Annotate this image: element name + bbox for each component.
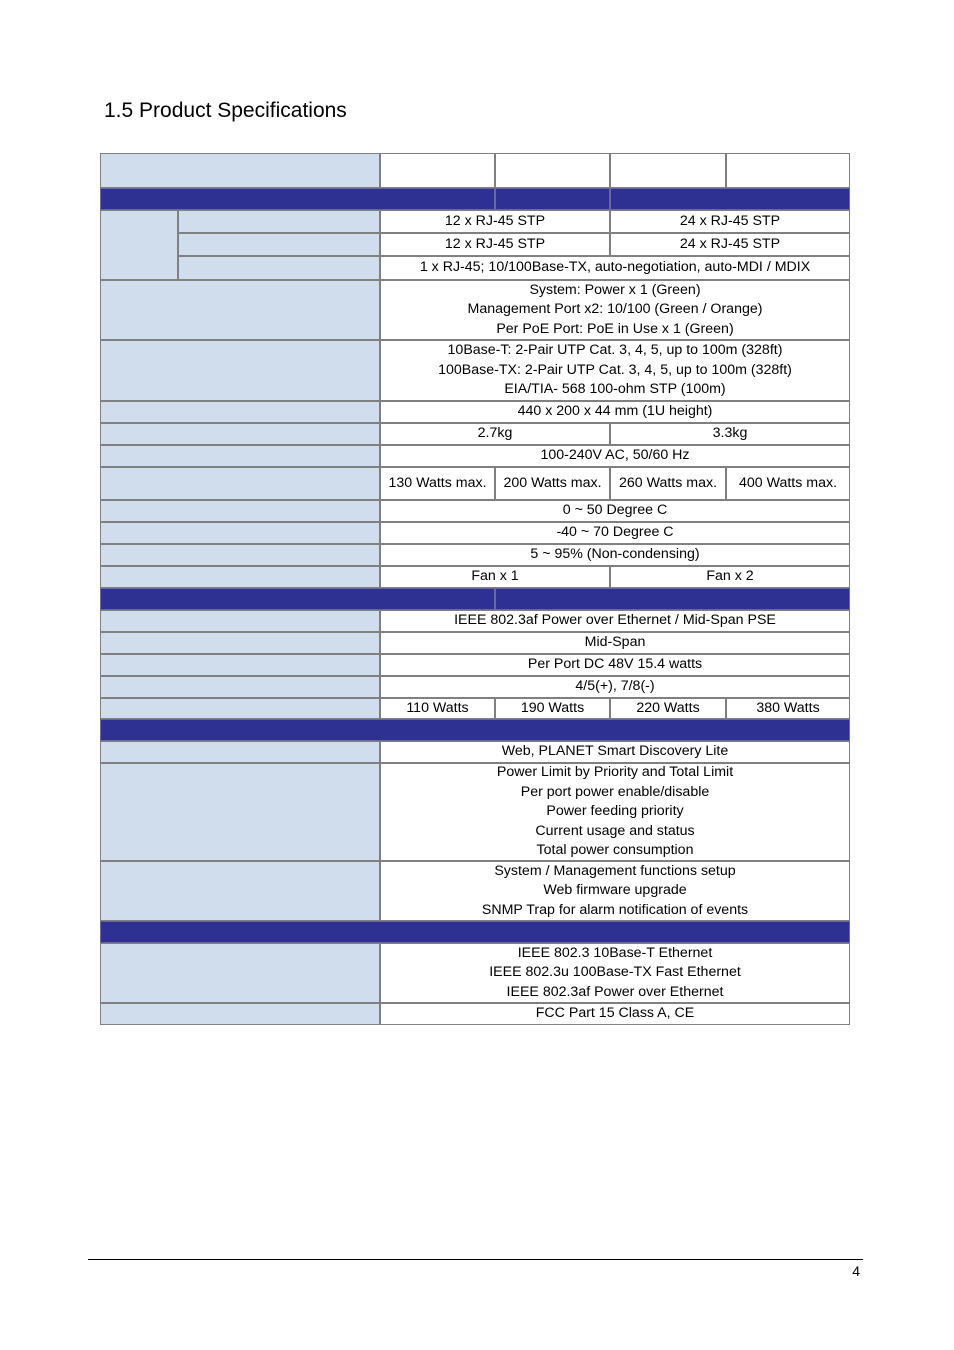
section-header-bar	[495, 188, 610, 210]
spec-value-cell: Fan x 2	[610, 566, 850, 588]
spec-value-line: IEEE 802.3u 100Base-TX Fast Ethernet	[489, 964, 741, 981]
spec-label-cell	[178, 233, 380, 256]
spec-label-cell	[100, 763, 380, 861]
spec-value-cell: 2.7kg	[380, 423, 610, 445]
spec-value-line: 10Base-T: 2-Pair UTP Cat. 3, 4, 5, up to 100m (328ft)	[447, 342, 783, 359]
spec-value-cell: 24 x RJ-45 STP	[610, 210, 850, 233]
section-header-bar	[100, 719, 850, 741]
spec-value-line: Power feeding priority	[546, 803, 684, 820]
spec-value-cell: 4/5(+), 7/8(-)	[380, 676, 850, 698]
spec-value-cell	[380, 340, 850, 401]
section-header-bar	[495, 588, 850, 610]
section-header-bar	[100, 188, 495, 210]
spec-value-cell	[495, 153, 610, 188]
spec-label-cell	[100, 544, 380, 566]
spec-label-cell	[100, 423, 380, 445]
spec-label-cell	[100, 566, 380, 588]
spec-value-cell: 260 Watts max.	[610, 467, 726, 500]
spec-value-line: System / Management functions setup	[494, 862, 736, 879]
spec-label-cell	[178, 210, 380, 233]
spec-value-line: IEEE 802.3 10Base-T Ethernet	[517, 944, 713, 961]
spec-value-cell: 440 x 200 x 44 mm (1U height)	[380, 401, 850, 423]
spec-value-cell	[380, 763, 850, 861]
page-title: 1.5 Product Specifications	[104, 99, 347, 122]
section-header-bar	[100, 921, 850, 943]
spec-value-cell: 130 Watts max.	[380, 467, 495, 500]
spec-label-cell	[100, 861, 380, 921]
spec-value-cell: 12 x RJ-45 STP	[380, 233, 610, 256]
spec-label-cell	[100, 210, 178, 280]
spec-label-cell	[100, 676, 380, 698]
spec-value-cell: 200 Watts max.	[495, 467, 610, 500]
spec-value-cell: Mid-Span	[380, 632, 850, 654]
spec-label-cell	[100, 522, 380, 544]
spec-label-cell	[100, 741, 380, 763]
spec-value-line: IEEE 802.3af Power over Ethernet	[506, 983, 724, 1000]
spec-value-cell: 1 x RJ-45; 10/100Base-TX, auto-negotiation, auto-MDI / MDIX	[380, 256, 850, 280]
spec-value-cell: Per Port DC 48V 15.4 watts	[380, 654, 850, 676]
spec-value-cell	[610, 153, 726, 188]
spec-value-cell: IEEE 802.3af Power over Ethernet / Mid-Span PSE	[380, 610, 850, 632]
spec-value-cell: 400 Watts max.	[726, 467, 850, 500]
spec-label-cell	[178, 256, 380, 280]
spec-value-line: Web firmware upgrade	[543, 882, 687, 899]
spec-value-cell: 12 x RJ-45 STP	[380, 210, 610, 233]
spec-value-cell: 380 Watts	[726, 698, 850, 719]
spec-value-line: Per port power enable/disable	[520, 783, 710, 800]
spec-value-line: 100Base-TX: 2-Pair UTP Cat. 3, 4, 5, up to 100m (328ft)	[438, 361, 792, 378]
spec-value-cell	[380, 153, 495, 188]
spec-value-line: System: Power x 1 (Green)	[529, 281, 701, 298]
spec-value-cell: 0 ~ 50 Degree C	[380, 500, 850, 522]
spec-value-cell	[380, 861, 850, 921]
spec-value-line: Total power consumption	[536, 842, 694, 859]
spec-label-cell	[100, 340, 380, 401]
page-number: 4	[852, 1263, 860, 1279]
spec-table	[100, 153, 850, 1025]
spec-label-cell	[100, 280, 380, 340]
spec-value-line: EIA/TIA- 568 100-ohm STP (100m)	[504, 381, 726, 398]
spec-value-cell: Web, PLANET Smart Discovery Lite	[380, 741, 850, 763]
footer-rule	[88, 1259, 863, 1260]
spec-label-cell	[100, 610, 380, 632]
spec-label-cell	[100, 1003, 380, 1025]
spec-value-cell: 110 Watts	[380, 698, 495, 719]
spec-value-line: Management Port x2: 10/100 (Green / Orange)	[467, 301, 763, 318]
spec-value-cell: 220 Watts	[610, 698, 726, 719]
spec-value-cell: 5 ~ 95% (Non-condensing)	[380, 544, 850, 566]
spec-value-line: Power Limit by Priority and Total Limit	[496, 764, 734, 781]
spec-label-cell	[100, 698, 380, 719]
spec-value-cell	[380, 943, 850, 1003]
spec-value-cell: 24 x RJ-45 STP	[610, 233, 850, 256]
spec-label-cell	[100, 445, 380, 467]
section-header-bar	[610, 188, 850, 210]
spec-label-cell	[100, 500, 380, 522]
spec-value-cell: -40 ~ 70 Degree C	[380, 522, 850, 544]
spec-label-cell	[100, 654, 380, 676]
spec-value-cell	[726, 153, 850, 188]
spec-label-cell	[100, 632, 380, 654]
spec-value-cell: 100-240V AC, 50/60 Hz	[380, 445, 850, 467]
spec-label-cell	[100, 153, 380, 188]
spec-value-cell: 3.3kg	[610, 423, 850, 445]
spec-label-cell	[100, 401, 380, 423]
spec-value-cell: 190 Watts	[495, 698, 610, 719]
spec-value-cell: Fan x 1	[380, 566, 610, 588]
spec-value-line: Current usage and status	[535, 822, 695, 839]
section-header-bar	[100, 588, 495, 610]
spec-label-cell	[100, 943, 380, 1003]
spec-value-cell: FCC Part 15 Class A, CE	[380, 1003, 850, 1025]
spec-label-cell	[100, 467, 380, 500]
spec-value-line: SNMP Trap for alarm notification of events	[481, 901, 749, 918]
spec-value-line: Per PoE Port: PoE in Use x 1 (Green)	[496, 320, 734, 337]
spec-value-cell	[380, 280, 850, 340]
